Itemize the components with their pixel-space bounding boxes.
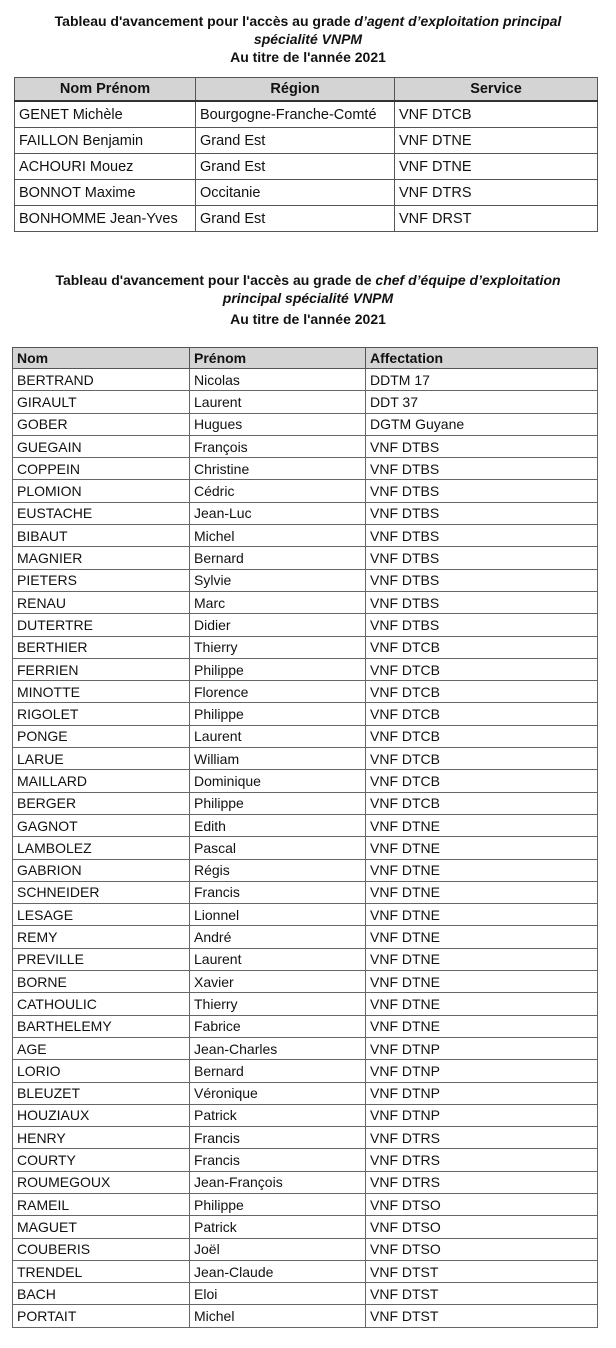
table-row bbox=[13, 1082, 598, 1104]
nom-cell: BERGER bbox=[13, 792, 190, 814]
affectation-cell: VNF DTCB bbox=[366, 681, 598, 703]
affectation-cell: VNF DTBS bbox=[366, 525, 598, 547]
table-row bbox=[13, 881, 598, 903]
region-cell: Occitanie bbox=[196, 180, 395, 206]
prenom-cell: Michel bbox=[190, 525, 366, 547]
prenom-cell: Thierry bbox=[190, 993, 366, 1015]
nom-cell: ROUMEGOUX bbox=[13, 1171, 190, 1193]
affectation-cell: DGTM Guyane bbox=[366, 413, 598, 435]
nom-cell: BACH bbox=[13, 1283, 190, 1305]
prenom-cell: Philippe bbox=[190, 792, 366, 814]
affectation-cell: VNF DTBS bbox=[366, 569, 598, 591]
prenom-cell: Laurent bbox=[190, 948, 366, 970]
table2-header-nom: Nom bbox=[13, 348, 190, 369]
table-row bbox=[13, 502, 598, 524]
nom-cell: BERTHIER bbox=[13, 636, 190, 658]
prenom-cell: Régis bbox=[190, 859, 366, 881]
affectation-cell: VNF DTST bbox=[366, 1260, 598, 1282]
prenom-cell: Pascal bbox=[190, 837, 366, 859]
region-cell: Grand Est bbox=[196, 128, 395, 154]
region-cell: Bourgogne-Franche-Comté bbox=[196, 101, 395, 128]
nom-cell: MAGNIER bbox=[13, 547, 190, 569]
table-row bbox=[13, 1305, 598, 1327]
service-cell: VNF DTNE bbox=[395, 154, 598, 180]
nom-cell: MINOTTE bbox=[13, 681, 190, 703]
affectation-cell: DDTM 17 bbox=[366, 369, 598, 391]
nom-cell: GIRAULT bbox=[13, 391, 190, 413]
nom-cell: BARTHELEMY bbox=[13, 1015, 190, 1037]
affectation-cell: VNF DTRS bbox=[366, 1171, 598, 1193]
prenom-cell: Jean-Claude bbox=[190, 1260, 366, 1282]
prenom-cell: Laurent bbox=[190, 725, 366, 747]
prenom-cell: Florence bbox=[190, 681, 366, 703]
table-row bbox=[13, 591, 598, 613]
affectation-cell: VNF DTBS bbox=[366, 502, 598, 524]
prenom-cell: Sylvie bbox=[190, 569, 366, 591]
nom-cell: PONGE bbox=[13, 725, 190, 747]
prenom-cell: Edith bbox=[190, 814, 366, 836]
section2-title-italic: chef d’équipe d’exploitation bbox=[375, 272, 561, 288]
table-row bbox=[13, 480, 598, 502]
table-row bbox=[13, 525, 598, 547]
prenom-cell: André bbox=[190, 926, 366, 948]
table-row bbox=[13, 636, 598, 658]
prenom-cell: Cédric bbox=[190, 480, 366, 502]
service-cell: VNF DTCB bbox=[395, 101, 598, 128]
affectation-cell: VNF DTNP bbox=[366, 1104, 598, 1126]
table-row bbox=[13, 837, 598, 859]
nom-cell: LESAGE bbox=[13, 904, 190, 926]
table-row bbox=[13, 1260, 598, 1282]
nom-cell: PIETERS bbox=[13, 569, 190, 591]
affectation-cell: VNF DTNE bbox=[366, 926, 598, 948]
table-row bbox=[15, 180, 598, 206]
nom-cell: COUBERIS bbox=[13, 1238, 190, 1260]
affectation-cell: VNF DTNE bbox=[366, 881, 598, 903]
affectation-cell: VNF DTNE bbox=[366, 1015, 598, 1037]
table2-header-prenom: Prénom bbox=[190, 348, 366, 369]
section2-title-line1 bbox=[0, 271, 616, 289]
table-row bbox=[15, 128, 598, 154]
table-row bbox=[13, 1149, 598, 1171]
table-row bbox=[13, 926, 598, 948]
nom-cell: FERRIEN bbox=[13, 658, 190, 680]
nom-cell: EUSTACHE bbox=[13, 502, 190, 524]
nom-cell: GUEGAIN bbox=[13, 435, 190, 457]
table-row bbox=[13, 770, 598, 792]
table1-header-region: Région bbox=[196, 78, 395, 102]
affectation-cell: VNF DTBS bbox=[366, 435, 598, 457]
affectation-cell: VNF DTST bbox=[366, 1283, 598, 1305]
prenom-cell: Jean-François bbox=[190, 1171, 366, 1193]
affectation-cell: VNF DTNE bbox=[366, 971, 598, 993]
table-row bbox=[15, 206, 598, 232]
table-row bbox=[15, 154, 598, 180]
table-row bbox=[13, 391, 598, 413]
prenom-cell: Christine bbox=[190, 458, 366, 480]
nom-cell: CATHOULIC bbox=[13, 993, 190, 1015]
nom-cell: RENAU bbox=[13, 591, 190, 613]
nom-cell: BIBAUT bbox=[13, 525, 190, 547]
affectation-cell: VNF DTRS bbox=[366, 1149, 598, 1171]
nom-prenom-cell: BONHOMME Jean-Yves bbox=[15, 206, 196, 232]
affectation-cell: VNF DTCB bbox=[366, 636, 598, 658]
affectation-cell: VNF DTSO bbox=[366, 1238, 598, 1260]
affectation-cell: VNF DTNE bbox=[366, 814, 598, 836]
table-row bbox=[13, 971, 598, 993]
prenom-cell: Xavier bbox=[190, 971, 366, 993]
prenom-cell: Marc bbox=[190, 591, 366, 613]
affectation-cell: VNF DTBS bbox=[366, 614, 598, 636]
prenom-cell: Philippe bbox=[190, 658, 366, 680]
table1-header-service: Service bbox=[395, 78, 598, 102]
table-row bbox=[13, 458, 598, 480]
affectation-cell: VNF DTNP bbox=[366, 1060, 598, 1082]
affectation-cell: VNF DTNE bbox=[366, 904, 598, 926]
prenom-cell: Francis bbox=[190, 1149, 366, 1171]
nom-cell: REMY bbox=[13, 926, 190, 948]
affectation-cell: VNF DTRS bbox=[366, 1127, 598, 1149]
table-row bbox=[13, 1060, 598, 1082]
nom-cell: BERTRAND bbox=[13, 369, 190, 391]
nom-cell: PLOMION bbox=[13, 480, 190, 502]
service-cell: VNF DRST bbox=[395, 206, 598, 232]
nom-cell: GAGNOT bbox=[13, 814, 190, 836]
nom-cell: SCHNEIDER bbox=[13, 881, 190, 903]
nom-cell: RAMEIL bbox=[13, 1193, 190, 1215]
prenom-cell: Thierry bbox=[190, 636, 366, 658]
region-cell: Grand Est bbox=[196, 206, 395, 232]
table-row bbox=[13, 1216, 598, 1238]
region-cell: Grand Est bbox=[196, 154, 395, 180]
affectation-cell: VNF DTCB bbox=[366, 725, 598, 747]
service-cell: VNF DTRS bbox=[395, 180, 598, 206]
table1-header-nom-prenom: Nom Prénom bbox=[15, 78, 196, 102]
section1-title-prefix: Tableau d'avancement pour l'accès au grade bbox=[54, 13, 355, 29]
prenom-cell: Bernard bbox=[190, 1060, 366, 1082]
table-row bbox=[13, 1171, 598, 1193]
prenom-cell: Patrick bbox=[190, 1104, 366, 1126]
nom-cell: TRENDEL bbox=[13, 1260, 190, 1282]
affectation-cell: VNF DTNE bbox=[366, 993, 598, 1015]
prenom-cell: Bernard bbox=[190, 547, 366, 569]
nom-cell: HOUZIAUX bbox=[13, 1104, 190, 1126]
table-row bbox=[13, 948, 598, 970]
affectation-cell: VNF DTNE bbox=[366, 948, 598, 970]
prenom-cell: Jean-Charles bbox=[190, 1037, 366, 1059]
table1-body bbox=[15, 101, 598, 232]
table-row bbox=[13, 435, 598, 457]
prenom-cell: Patrick bbox=[190, 1216, 366, 1238]
prenom-cell: Francis bbox=[190, 881, 366, 903]
nom-cell: BORNE bbox=[13, 971, 190, 993]
nom-cell: LARUE bbox=[13, 748, 190, 770]
agent-promotion-table bbox=[14, 77, 598, 232]
affectation-cell: VNF DTNP bbox=[366, 1082, 598, 1104]
prenom-cell: William bbox=[190, 748, 366, 770]
table-row bbox=[13, 547, 598, 569]
table-row bbox=[13, 993, 598, 1015]
table2-header-affectation: Affectation bbox=[366, 348, 598, 369]
table-row bbox=[13, 1015, 598, 1037]
nom-cell: COPPEIN bbox=[13, 458, 190, 480]
nom-prenom-cell: ACHOURI Mouez bbox=[15, 154, 196, 180]
section2-title-line2: principal spécialité VNPM bbox=[222, 290, 394, 306]
prenom-cell: Fabrice bbox=[190, 1015, 366, 1037]
affectation-cell: VNF DTBS bbox=[366, 458, 598, 480]
nom-cell: BLEUZET bbox=[13, 1082, 190, 1104]
table2-body bbox=[13, 369, 598, 1328]
affectation-cell: VNF DTSO bbox=[366, 1216, 598, 1238]
nom-cell: GABRION bbox=[13, 859, 190, 881]
prenom-cell: Eloi bbox=[190, 1283, 366, 1305]
prenom-cell: Hugues bbox=[190, 413, 366, 435]
service-cell: VNF DTNE bbox=[395, 128, 598, 154]
prenom-cell: Francis bbox=[190, 1127, 366, 1149]
table-row bbox=[13, 859, 598, 881]
table-row bbox=[13, 725, 598, 747]
prenom-cell: Dominique bbox=[190, 770, 366, 792]
section1-title-line1 bbox=[0, 12, 616, 30]
affectation-cell: VNF DTSO bbox=[366, 1193, 598, 1215]
prenom-cell: Didier bbox=[190, 614, 366, 636]
table-row bbox=[13, 569, 598, 591]
table1-header-row bbox=[15, 78, 598, 102]
nom-cell: MAGUET bbox=[13, 1216, 190, 1238]
affectation-cell: VNF DTNP bbox=[366, 1037, 598, 1059]
chef-equipe-promotion-table bbox=[12, 347, 598, 1328]
table-row bbox=[13, 681, 598, 703]
nom-prenom-cell: FAILLON Benjamin bbox=[15, 128, 196, 154]
table-row bbox=[13, 748, 598, 770]
nom-cell: MAILLARD bbox=[13, 770, 190, 792]
affectation-cell: VNF DTCB bbox=[366, 703, 598, 725]
prenom-cell: Lionnel bbox=[190, 904, 366, 926]
prenom-cell: Philippe bbox=[190, 1193, 366, 1215]
affectation-cell: VNF DTBS bbox=[366, 591, 598, 613]
prenom-cell: Véronique bbox=[190, 1082, 366, 1104]
section2-title bbox=[0, 271, 616, 328]
prenom-cell: Nicolas bbox=[190, 369, 366, 391]
affectation-cell: VNF DTCB bbox=[366, 770, 598, 792]
nom-cell: COURTY bbox=[13, 1149, 190, 1171]
affectation-cell: VNF DTCB bbox=[366, 792, 598, 814]
affectation-cell: VNF DTNE bbox=[366, 837, 598, 859]
affectation-cell: VNF DTBS bbox=[366, 480, 598, 502]
table-row bbox=[13, 413, 598, 435]
nom-cell: AGE bbox=[13, 1037, 190, 1059]
table-row bbox=[13, 369, 598, 391]
table-row bbox=[13, 614, 598, 636]
table-row bbox=[13, 1283, 598, 1305]
prenom-cell: Jean-Luc bbox=[190, 502, 366, 524]
table-row bbox=[13, 703, 598, 725]
nom-cell: PORTAIT bbox=[13, 1305, 190, 1327]
prenom-cell: François bbox=[190, 435, 366, 457]
table-row bbox=[15, 101, 598, 128]
prenom-cell: Joël bbox=[190, 1238, 366, 1260]
nom-cell: LAMBOLEZ bbox=[13, 837, 190, 859]
table-row bbox=[13, 1127, 598, 1149]
affectation-cell: VNF DTST bbox=[366, 1305, 598, 1327]
prenom-cell: Philippe bbox=[190, 703, 366, 725]
affectation-cell: VNF DTCB bbox=[366, 658, 598, 680]
nom-cell: HENRY bbox=[13, 1127, 190, 1149]
table-row bbox=[13, 1037, 598, 1059]
prenom-cell: Laurent bbox=[190, 391, 366, 413]
table-row bbox=[13, 1193, 598, 1215]
table-row bbox=[13, 1238, 598, 1260]
section1-title-italic: d’agent d’exploitation principal bbox=[354, 13, 562, 29]
section1-title bbox=[0, 12, 616, 66]
section2-subtitle: Au titre de l'année 2021 bbox=[230, 311, 386, 327]
nom-prenom-cell: BONNOT Maxime bbox=[15, 180, 196, 206]
table-row bbox=[13, 814, 598, 836]
prenom-cell: Michel bbox=[190, 1305, 366, 1327]
table-row bbox=[13, 1104, 598, 1126]
nom-cell: GOBER bbox=[13, 413, 190, 435]
nom-cell: RIGOLET bbox=[13, 703, 190, 725]
nom-prenom-cell: GENET Michèle bbox=[15, 101, 196, 128]
section1-title-line2: spécialité VNPM bbox=[253, 31, 363, 47]
affectation-cell: DDT 37 bbox=[366, 391, 598, 413]
affectation-cell: VNF DTNE bbox=[366, 859, 598, 881]
nom-cell: PREVILLE bbox=[13, 948, 190, 970]
section2-title-prefix: Tableau d'avancement pour l'accès au grade de bbox=[55, 272, 376, 288]
table2-header-row bbox=[13, 348, 598, 369]
affectation-cell: VNF DTCB bbox=[366, 748, 598, 770]
nom-cell: LORIO bbox=[13, 1060, 190, 1082]
table-row bbox=[13, 792, 598, 814]
table-row bbox=[13, 658, 598, 680]
section1-subtitle: Au titre de l'année 2021 bbox=[230, 49, 386, 65]
nom-cell: DUTERTRE bbox=[13, 614, 190, 636]
affectation-cell: VNF DTBS bbox=[366, 547, 598, 569]
table-row bbox=[13, 904, 598, 926]
